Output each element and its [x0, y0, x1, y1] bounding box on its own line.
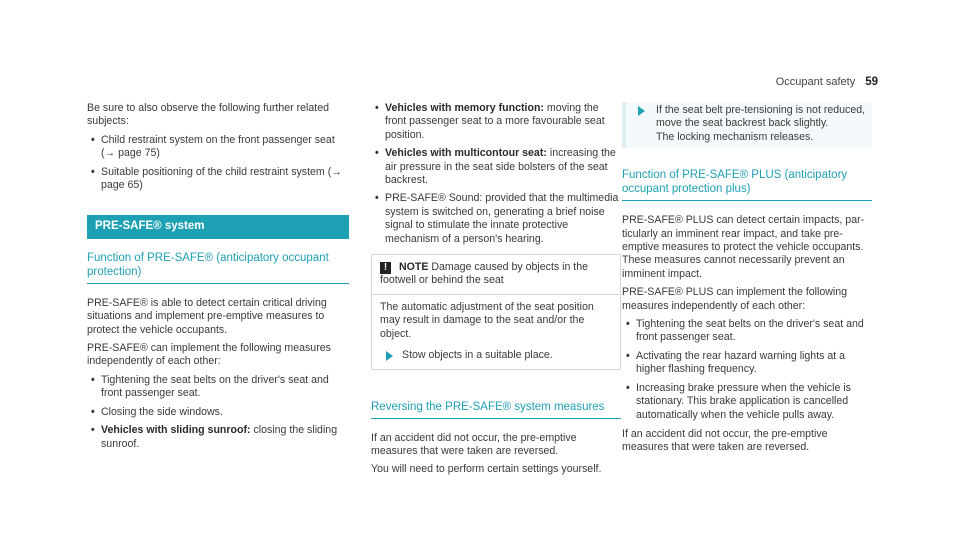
- section-title: Occupant safety: [775, 76, 856, 88]
- page-header: [776, 76, 878, 89]
- paragraph: You will need to perform certain settings yourself.: [371, 463, 602, 476]
- list-item: • Increasing brake pressure when the vehicle is stationary. This brake application is cancelled automatically when the vehicle pulls away.: [622, 382, 872, 422]
- paragraph: If an accident did not occur, the pre-emptive measures that were taken are reversed.: [622, 427, 828, 454]
- section-heading: Reversing the PRE-SAFE® system measures: [371, 400, 621, 419]
- column-3: [622, 102, 872, 460]
- section-heading: Function of PRE-SAFE® (anticipatory occupant protection): [87, 251, 349, 284]
- note-box: [371, 254, 621, 369]
- step-text: If the seat belt pre-tensioning is not reduced, move the seat backrest back slightly.: [656, 104, 866, 130]
- plus-measures-list: [622, 318, 872, 422]
- list-item-label: Vehicles with sliding sunroof:: [101, 424, 251, 437]
- paragraph: PRE-SAFE® PLUS can implement the following measures independently of each other:: [622, 286, 848, 312]
- list-item-text: moving the front passenger seat to a more favourable seat position.: [385, 102, 605, 141]
- column-1: [87, 102, 349, 457]
- page-number: 59: [865, 76, 878, 88]
- section-banner: PRE-SAFE® system: [87, 215, 349, 238]
- note-header: [372, 255, 620, 295]
- note-step: [380, 349, 612, 362]
- list-item-text: closing the sliding sunroof.: [101, 424, 338, 450]
- arrow-right-icon: [386, 351, 393, 361]
- list-item: [371, 147, 621, 187]
- paragraph: PRE-SAFE® is able to detect certain critical driving situations and implement pre-emptive measures to protect the vehicle occupants.: [87, 296, 327, 336]
- paragraph: PRE-SAFE® can implement the following measures independently of each other:: [87, 342, 331, 368]
- list-item: • Tightening the seat belts on the driver's seat and front passenger seat.: [87, 374, 349, 401]
- measures-list: [87, 374, 349, 451]
- list-item: • Activating the rear hazard warning lights at a higher flashing frequency.: [622, 350, 872, 377]
- list-item: [371, 102, 621, 142]
- note-text: The automatic adjustment of the seat position may result in damage to the seat and/or the object.: [380, 300, 594, 340]
- list-item: • PRE-SAFE® Sound: provided that the multimedia system is switched on, generating a brief noise signal to stimulate the innate protective mechanism of a person's hearing.: [371, 192, 621, 246]
- list-item-label: Vehicles with memory function:: [385, 102, 544, 114]
- list-item: [87, 424, 349, 451]
- paragraph: PRE-SAFE® PLUS can detect certain impacts, particularly an imminent rear impact, and take pre-emptive measures to protect the vehicle occupants. These measures cannot necessarily prevent an imminent impact.: [622, 214, 865, 280]
- list-item: • Tightening the seat belts on the driver's seat and front passenger seat.: [622, 318, 872, 345]
- warning-icon: !: [380, 262, 391, 274]
- note-step-text: Stow objects in a suitable place.: [402, 349, 553, 362]
- list-item[interactable]: • Suitable positioning of the child restraint system (→ page 65): [87, 166, 349, 193]
- paragraph: If an accident did not occur, the pre-emptive measures that were taken are reversed.: [371, 431, 577, 457]
- section-heading: Function of PRE-SAFE® PLUS (anticipatory occupant protection plus): [622, 168, 872, 201]
- note-body: [372, 295, 620, 369]
- intro-text: Be sure to also observe the following further related subjects:: [87, 102, 330, 128]
- list-item-text: increasing the air pressure in the seat side bolsters of the seat backrest.: [385, 147, 616, 187]
- measures-list-continued: [371, 102, 621, 246]
- step-result: The locking mechanism releases.: [656, 130, 814, 143]
- list-item-label: Vehicles with multicontour seat:: [385, 147, 547, 160]
- list-item: • Closing the side windows.: [87, 406, 349, 419]
- note-title: Damage caused by objects in the footwell or behind the seat: [380, 261, 589, 287]
- arrow-right-icon: [638, 106, 645, 116]
- column-2: [371, 102, 621, 482]
- note-label: NOTE: [399, 261, 429, 274]
- instruction-step: [622, 102, 872, 148]
- list-item[interactable]: • Child restraint system on the front passenger seat (→ page 75): [87, 134, 349, 161]
- related-subjects-list: [87, 134, 349, 193]
